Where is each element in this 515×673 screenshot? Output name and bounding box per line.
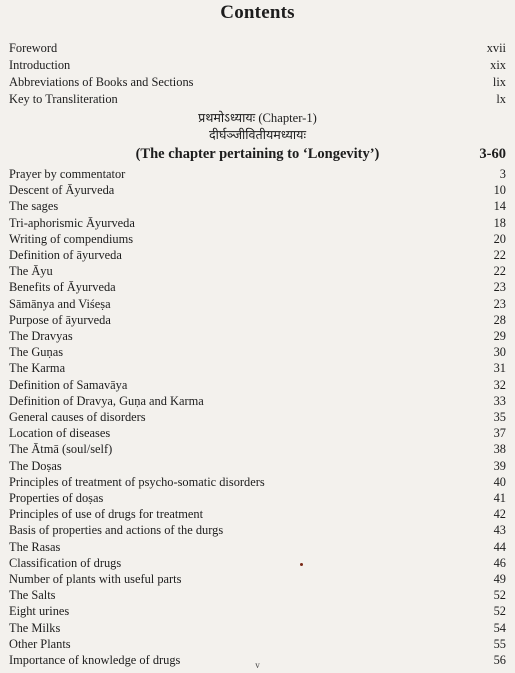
toc-row [9, 458, 506, 474]
toc-label: The Karma [9, 361, 66, 376]
toc-page-number: 44 [493, 539, 506, 554]
toc-page-number: 28 [493, 312, 506, 327]
toc-page-number: 52 [493, 604, 506, 619]
toc-label: Eight urines [9, 604, 70, 619]
toc-row [9, 198, 506, 214]
chapter-title: (The chapter pertaining to ‘Longevity’) [135, 146, 380, 162]
toc-page-number: 52 [493, 588, 506, 603]
page-title: Contents [220, 2, 295, 23]
toc-row [9, 231, 506, 247]
toc-row [9, 522, 506, 538]
toc-label: Definition of Samavāya [9, 377, 128, 392]
toc-page-number: 43 [493, 523, 506, 538]
toc-row [9, 40, 506, 56]
toc-row [9, 247, 506, 263]
toc-label: Writing of compendiums [9, 231, 134, 246]
ink-speck [300, 563, 303, 566]
toc-page-number: 22 [493, 248, 506, 262]
toc-label: The Ātmā (soul/self) [9, 442, 113, 457]
toc-label: Prayer by commentator [9, 167, 126, 181]
toc-label: Classification of drugs [9, 555, 122, 570]
toc-label: The Āyu [9, 264, 53, 279]
toc-row [9, 263, 506, 279]
toc-page-number: 54 [493, 620, 506, 635]
toc-label: Benefits of Āyurveda [9, 280, 116, 295]
toc-page-number: 46 [493, 555, 506, 570]
toc-row [9, 539, 506, 555]
toc-row [9, 571, 506, 587]
toc-label: Abbreviations of Books and Sections [9, 75, 194, 89]
toc-label: Basis of properties and actions of the durgs [9, 523, 224, 538]
toc-row [9, 620, 506, 636]
toc-page-number: 33 [493, 393, 506, 408]
toc-page-number: lix [492, 75, 506, 89]
toc-label: Sāmānya and Viśeṣa [9, 296, 111, 311]
toc-row [9, 603, 506, 619]
toc-label: Importance of knowledge of drugs [9, 653, 181, 667]
toc-label: Properties of doṣas [9, 491, 104, 505]
toc-label: Location of diseases [9, 426, 111, 441]
toc-page-number: 22 [493, 264, 506, 279]
toc-page-number: 38 [493, 442, 506, 457]
toc-page-number: 55 [493, 636, 506, 651]
toc-row [9, 360, 506, 376]
toc-page-number: 37 [493, 426, 506, 441]
page-number-footer: v [255, 660, 260, 670]
toc-row [9, 587, 506, 603]
toc-label: Tri-aphorismic Āyurveda [9, 215, 135, 230]
toc-row [9, 74, 506, 90]
toc-label: The Rasas [9, 539, 61, 554]
toc-row [9, 555, 506, 571]
toc-label: Number of plants with useful parts [9, 572, 182, 586]
chapter-number-line: प्रथमोऽध्यायः (Chapter-1) [198, 111, 317, 125]
toc-label: Principles of use of drugs for treatment [9, 507, 204, 522]
toc-label: The sages [9, 199, 59, 214]
chapter-page-range: 3-60 [479, 146, 506, 162]
toc-label: The Dravyas [9, 329, 73, 343]
toc-row [9, 57, 506, 73]
toc-page-number: xix [490, 58, 506, 72]
toc-page-number: 49 [493, 572, 506, 586]
toc-page-number: 10 [493, 183, 506, 198]
toc-page-number: 20 [493, 231, 506, 246]
toc-row [9, 312, 506, 328]
toc-row [9, 344, 506, 360]
toc-label: Purpose of āyurveda [9, 312, 111, 327]
toc-page-number: 39 [493, 458, 506, 473]
toc-page-number: 30 [493, 345, 506, 360]
toc-page-number: 23 [493, 296, 506, 311]
toc-page-number: 29 [493, 329, 506, 343]
toc-page-number: 40 [493, 474, 506, 489]
toc-label: Other Plants [9, 636, 71, 651]
toc-page-number: 3 [499, 167, 506, 181]
toc-page-number: 56 [493, 653, 506, 667]
toc-page-number: 41 [493, 491, 506, 505]
toc-page-number: 14 [493, 199, 506, 214]
toc-row [9, 441, 506, 457]
toc-row [9, 506, 506, 522]
toc-label: The Salts [9, 588, 56, 603]
toc-label: Key to Transliteration [9, 92, 118, 106]
toc-label: Principles of treatment of psycho-somatic disorders [9, 474, 265, 489]
toc-row [9, 328, 506, 344]
toc-row [9, 409, 506, 425]
toc-page-number: lx [496, 92, 506, 106]
toc-label: Foreword [9, 41, 58, 55]
toc-page-number: 32 [493, 377, 506, 392]
chapter-sanskrit-title: दीर्घञ्जीवितीयमध्यायः [209, 128, 306, 142]
toc-label: General causes of disorders [9, 410, 146, 424]
toc-page-number: 23 [493, 280, 506, 295]
toc-label: Definition of āyurveda [9, 248, 122, 262]
toc-label: The Doṣas [9, 458, 62, 473]
toc-label: Introduction [9, 58, 71, 72]
toc-row [9, 182, 506, 198]
toc-row [9, 393, 506, 409]
toc-row [9, 166, 506, 182]
chapter-heading [0, 145, 515, 163]
toc-row [9, 636, 506, 652]
toc-row [9, 474, 506, 490]
toc-row [9, 91, 506, 107]
toc-row [9, 296, 506, 312]
toc-row [9, 490, 506, 506]
toc-page-number: 35 [493, 410, 506, 424]
toc-page-number: 31 [493, 361, 506, 376]
toc-label: The Guṇas [9, 345, 64, 360]
toc-row [9, 215, 506, 231]
toc-label: Descent of Āyurveda [9, 183, 115, 198]
toc-label: Definition of Dravya, Guṇa and Karma [9, 393, 204, 408]
toc-page-number: 18 [493, 215, 506, 230]
toc-label: The Milks [9, 620, 61, 635]
toc-page-number: xvii [486, 41, 506, 55]
toc-row [9, 279, 506, 295]
toc-row [9, 425, 506, 441]
toc-page-number: 42 [493, 507, 506, 522]
toc-row [9, 377, 506, 393]
